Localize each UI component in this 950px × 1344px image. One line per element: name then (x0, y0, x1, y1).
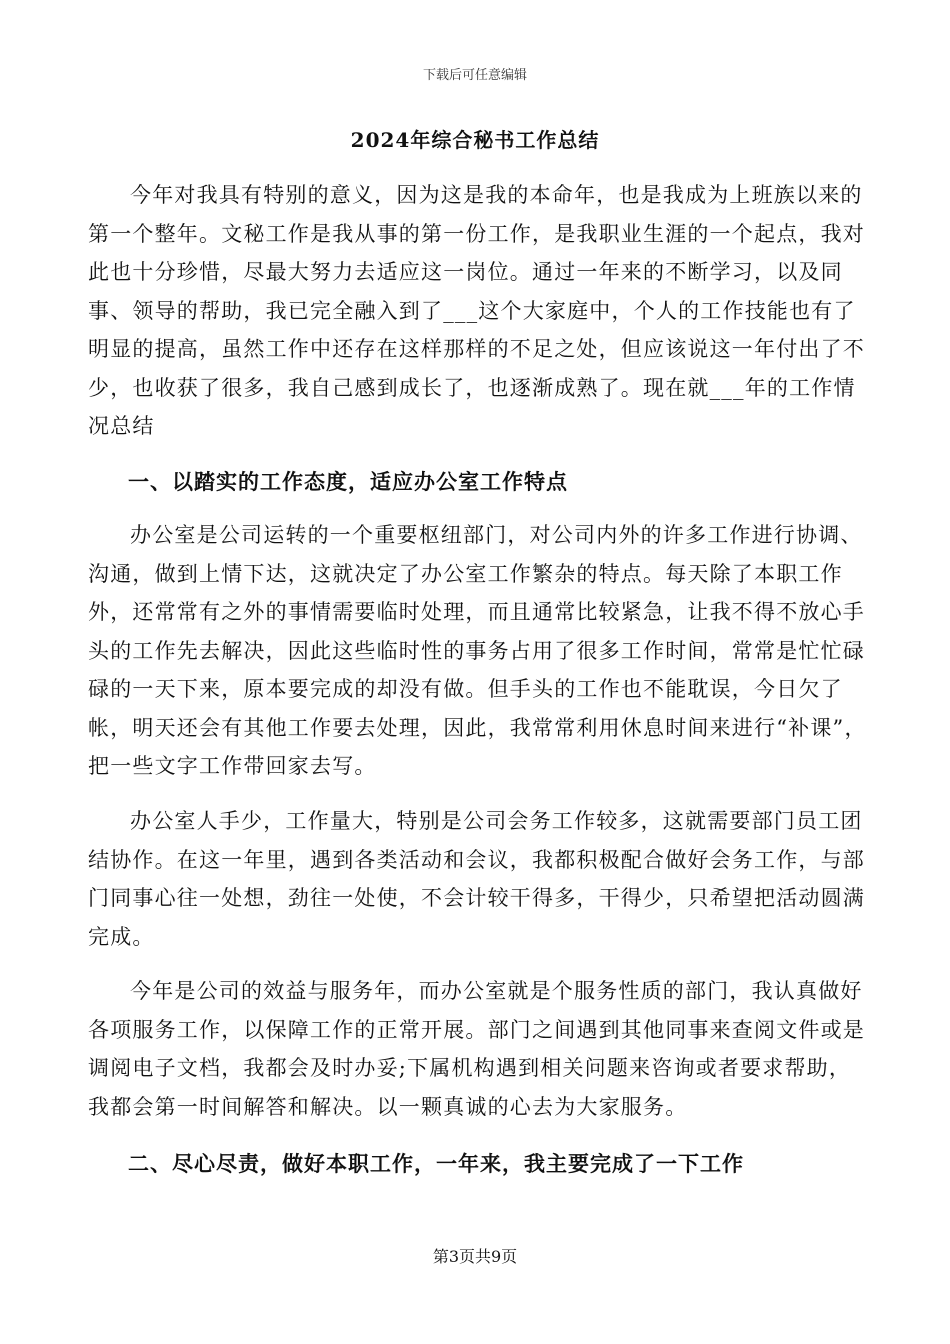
section-heading-2: 二、尽心尽责，做好本职工作，一年来，我主要完成了一下工作 (128, 1151, 744, 1176)
section1-paragraph-2: 办公室人手少，工作量大，特别是公司会务工作较多，这就需要部门员工团结协作。在这一年里，遇到各类活动和会议，我都积极配合做好会务工作，与部门同事心往一处想，劲往一处使，不会计较干得多，干得少，只希望把活动圆满完成。 (88, 809, 865, 949)
section1-paragraph-3: 今年是公司的效益与服务年，而办公室就是个服务性质的部门，我认真做好各项服务工作，以保障工作的正常开展。部门之间遇到其他同事来查阅文件或是调阅电子文档，我都会及时办妥;下属机构遇到相关问题来咨询或者要求帮助，我都会第一时间解答和解决。以一颗真诚的心去为大家服务。 (88, 979, 865, 1119)
page-number: 第3页共9页 (432, 1247, 518, 1266)
section-heading-1: 一、以踏实的工作态度，适应办公室工作特点 (128, 469, 568, 494)
intro-paragraph-block (88, 176, 868, 446)
section1-paragraph-1: 办公室是公司运转的一个重要枢纽部门，对公司内外的许多工作进行协调、沟通，做到上情下达，这就决定了办公室工作繁杂的特点。每天除了本职工作外，还常常有之外的事情需要临时处理，而且通常比较紧急，让我不得不放心手头的工作先去解决，因此这些临时性的事务占用了很多工作时间，常常是忙忙碌碌的一天下来，原本要完成的却没有做。但手头的工作也不能耽误，今日欠了帐，明天还会有其他工作要去处理，因此，我常常利用休息时间来进行“补课”，把一些文字工作带回家去写。 (88, 523, 867, 778)
section1-paragraph-1-block (88, 516, 868, 786)
document-title: 2024年综合秘书工作总结 (350, 128, 600, 152)
section1-paragraph-3-block (88, 972, 868, 1126)
intro-paragraph: 今年对我具有特别的意义，因为这是我的本命年，也是我成为上班族以来的第一个整年。文秘工作是我从事的第一份工作，是我职业生涯的一个起点，我对此也十分珍惜，尽最大努力去适应这一岗位。通过一年来的不断学习，以及同事、领导的帮助，我已完全融入到了___这个大家庭中，个人的工作技能也有了明显的提高，虽然工作中还存在这样那样的不足之处，但应该说这一年付出了不少，也收获了很多，我自己感到成长了，也逐渐成熟了。现在就___年的工作情况总结 (88, 183, 865, 438)
header-note: 下载后可任意编辑 (422, 68, 527, 83)
section1-paragraph-2-block (88, 802, 868, 956)
